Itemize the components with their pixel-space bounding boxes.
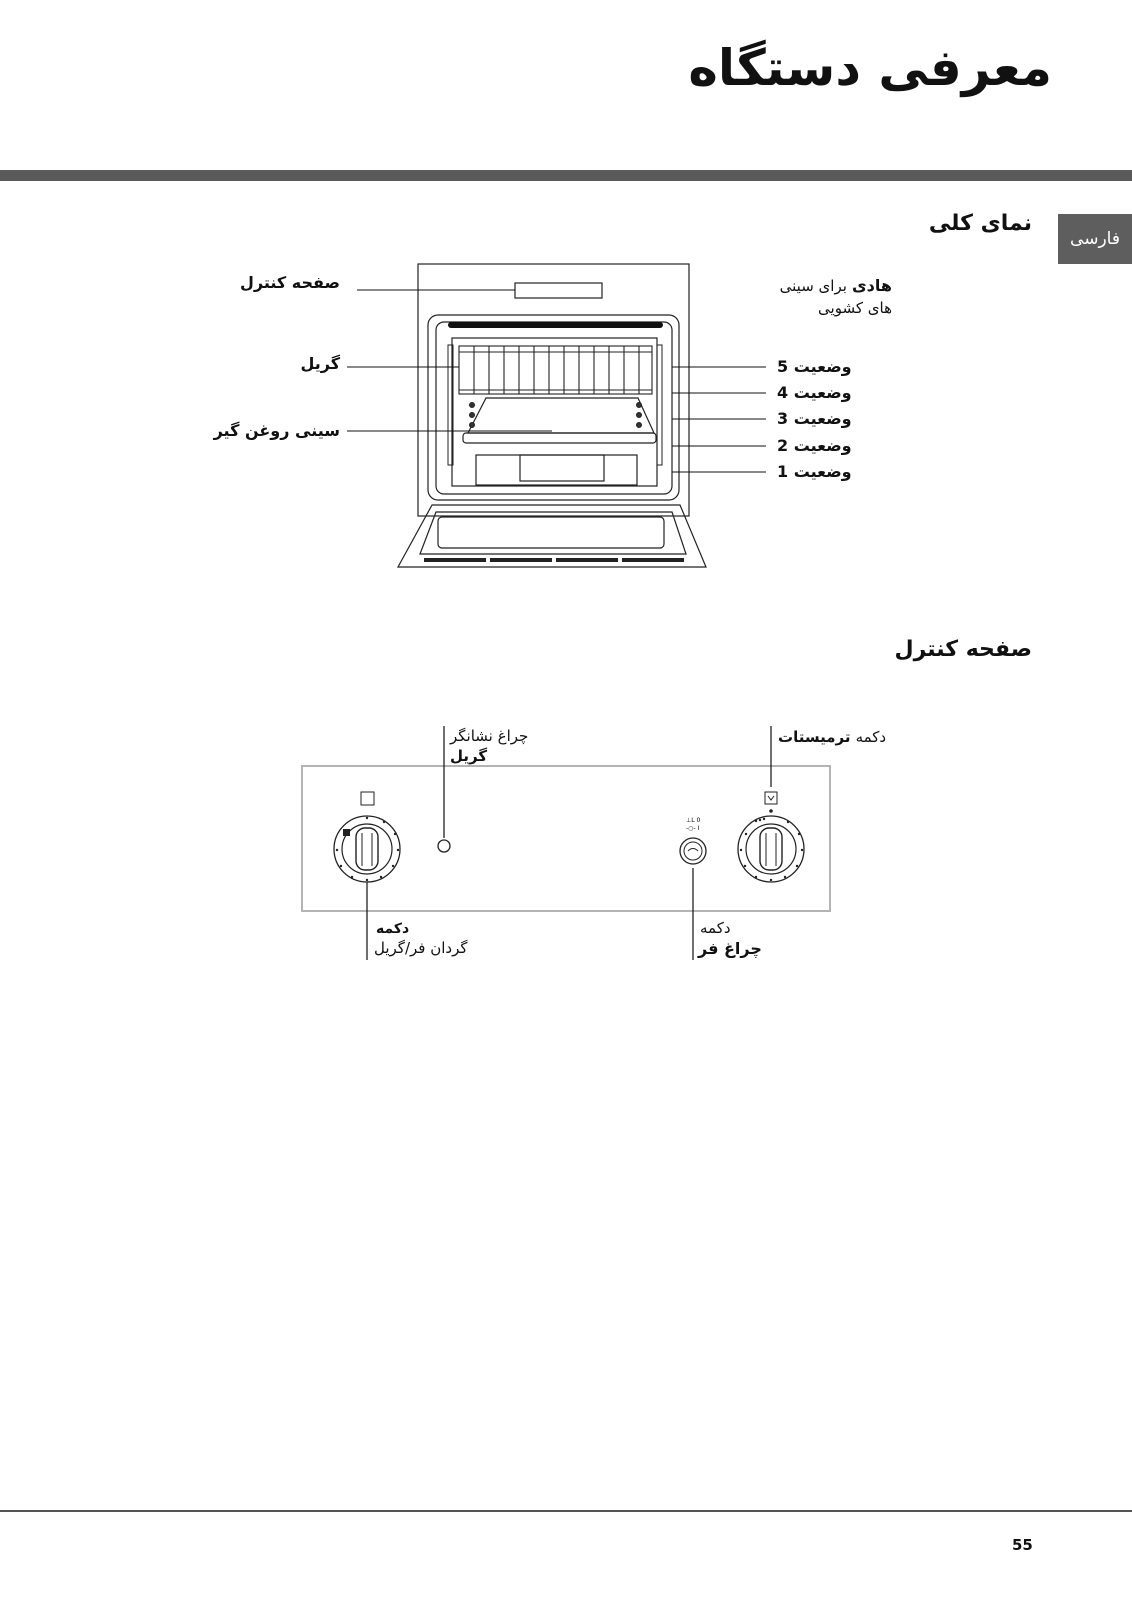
position-2: وضعیت 2 — [777, 436, 852, 455]
callout-guides-line2: های کشویی — [818, 299, 892, 317]
thermostat-knob[interactable] — [738, 816, 804, 882]
indicator-light — [437, 839, 451, 853]
switch-mark-on — [676, 816, 680, 823]
selector-knob[interactable] — [334, 816, 400, 882]
position-3: وضعیت 3 — [777, 409, 852, 428]
thermostat-knob-label — [778, 726, 886, 748]
thermostat-label-bold: ترمیستات — [778, 728, 851, 746]
position-1: وضعیت 1 — [777, 462, 852, 481]
callout-grill: گریل — [300, 354, 340, 373]
svg-text:-○- I: -○- I — [686, 825, 700, 832]
callout-guides-rest: برای سینی — [779, 277, 847, 295]
svg-text:⊥L 0: ⊥L 0 — [686, 817, 701, 824]
oven-light-label-line1: دکمه — [700, 919, 731, 937]
indicator-light-label-line1: چراغ نشانگر — [450, 727, 529, 745]
position-5: وضعیت 5 — [777, 357, 852, 376]
footer-divider — [0, 1510, 1132, 1512]
thermostat-label-normal: دکمه — [855, 728, 887, 746]
callout-drip-tray: سینی روغن گیر — [213, 421, 340, 440]
oven-light-button[interactable] — [680, 838, 706, 864]
indicator-light-label-line2: گریل — [450, 747, 488, 765]
position-4: وضعیت 4 — [777, 383, 852, 402]
selector-knob-label-line1: دکمه — [376, 921, 410, 937]
page-number: 55 — [1012, 1536, 1033, 1554]
page-title: معرفی دستگاه — [688, 39, 1052, 97]
selector-knob-label-line2: گردان فر/گریل — [374, 939, 468, 957]
callout-control-panel: صفحه کنترل — [240, 273, 340, 292]
oven-light-label-line2: چراغ فر — [698, 939, 762, 958]
callout-guides-bold: هادی — [852, 276, 892, 295]
switch-mark-off — [676, 808, 680, 815]
overview-section-title: نمای کلی — [928, 211, 1032, 236]
language-tab[interactable]: فارسی — [1058, 214, 1132, 264]
control-panel-section-title: صفحه کنترل — [894, 637, 1032, 662]
